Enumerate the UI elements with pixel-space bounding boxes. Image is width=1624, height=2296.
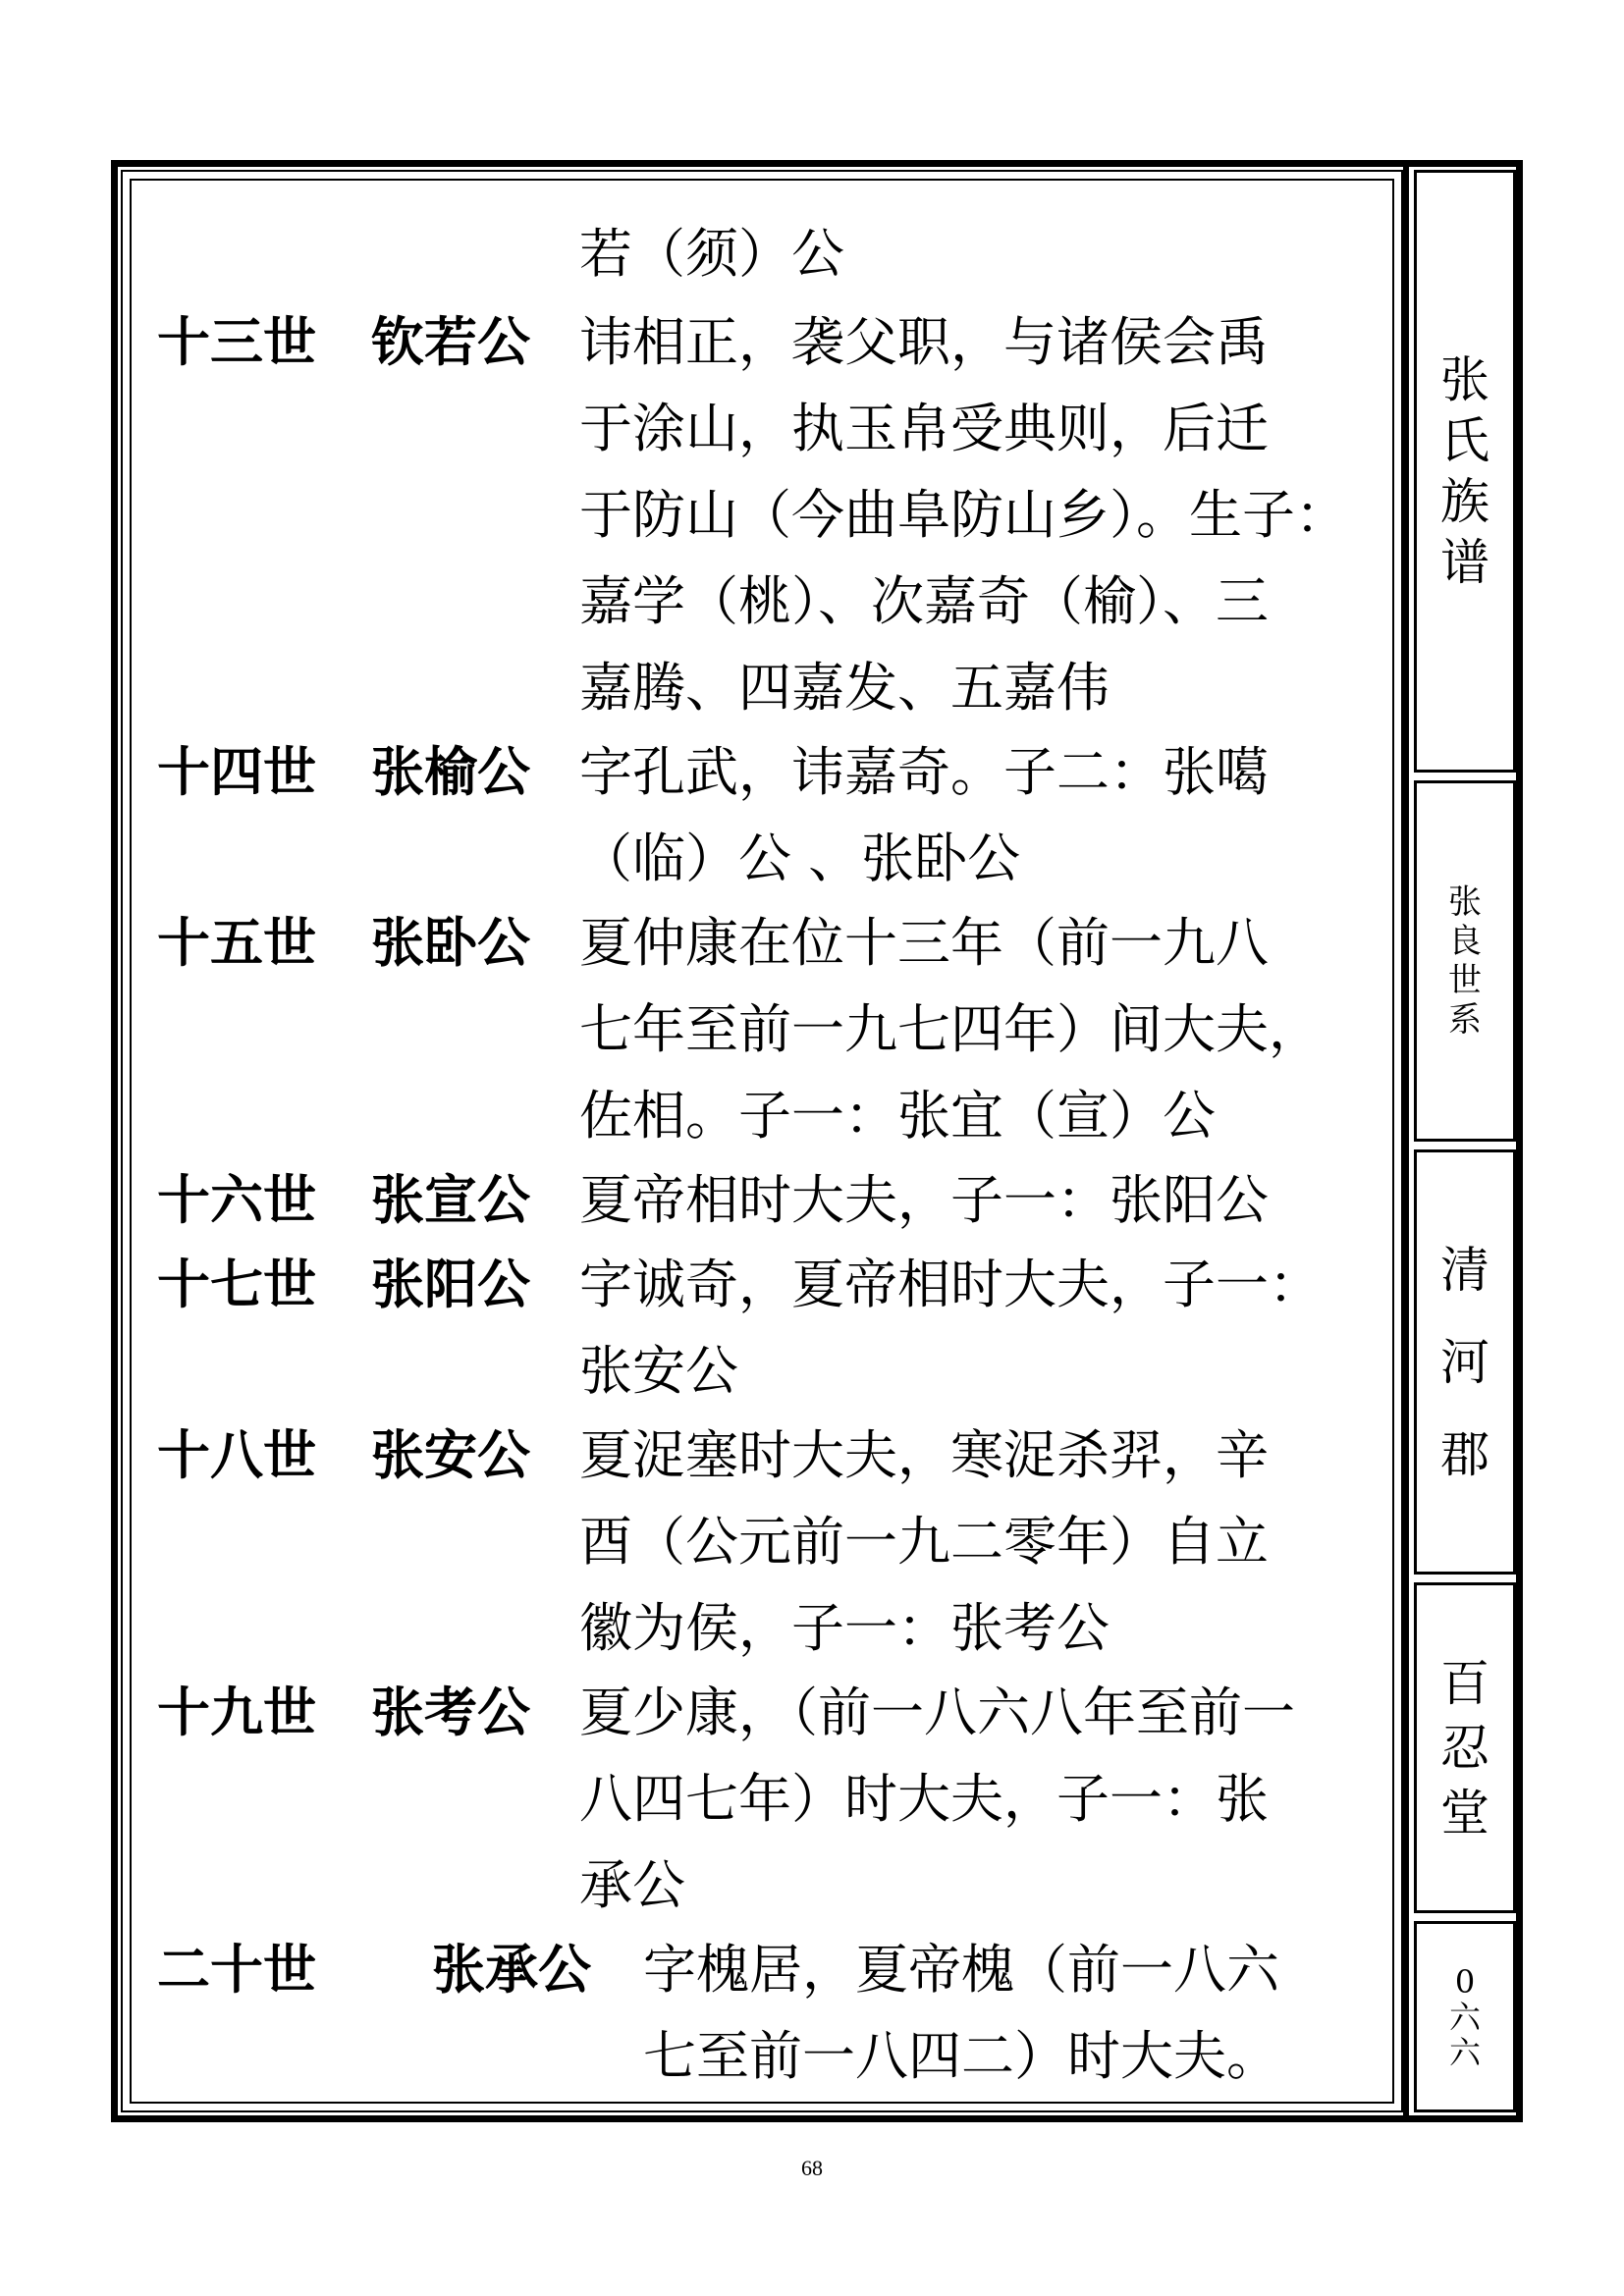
side-char: 六: [1448, 2033, 1481, 2071]
side-page-number-box: [1414, 1921, 1516, 2112]
entry-text-line: 于涂山，执玉帛受典则，后迁: [579, 398, 1269, 459]
ancestor-name: 钦若公: [371, 311, 530, 373]
entry-text-line: 张安公: [579, 1340, 738, 1402]
generation-label: 二十世: [157, 1939, 316, 2001]
side-char: 六: [1448, 1998, 1481, 2036]
side-char: 氏: [1440, 412, 1489, 469]
entry-text-line: 嘉腾、四嘉发、五嘉伟: [579, 657, 1110, 719]
entry-text-line: 嘉学（桃）、次嘉奇（榆）、三: [579, 570, 1269, 632]
column-separator: [1403, 160, 1409, 2122]
side-char: 张: [1448, 882, 1482, 922]
entry-text-line: 讳相正，袭父职，与诸侯会禹: [579, 311, 1269, 373]
side-lineage-box: [1414, 780, 1516, 1142]
ancestor-name: 张安公: [371, 1424, 530, 1486]
entry-text-line: 夏仲康在位十三年（前一九八: [579, 912, 1269, 974]
side-char: 世: [1448, 961, 1482, 1000]
generation-label: 十四世: [157, 741, 316, 803]
entry-text-line: 佐相。子一：张宜（宣）公: [579, 1085, 1216, 1147]
entry-text-line: 七年至前一九七四年）间大夫，: [579, 998, 1322, 1060]
side-prefecture-box: [1414, 1149, 1516, 1575]
side-char: 张: [1440, 351, 1489, 408]
ancestor-name: 张阳公: [371, 1254, 530, 1315]
entry-text-line: （临）公 、张卧公: [579, 828, 1021, 889]
side-char: 堂: [1440, 1784, 1489, 1842]
side-char: 忍: [1440, 1719, 1489, 1777]
entry-text-line: 徽为侯，子一：张考公: [579, 1597, 1110, 1659]
entry-text-line: 夏帝相时大夫，子一：张阳公: [579, 1169, 1269, 1231]
ancestor-name: 张宣公: [371, 1169, 530, 1231]
generation-label: 十六世: [157, 1169, 316, 1231]
entry-text-line: 字槐居，夏帝槐（前一八六: [643, 1939, 1279, 2001]
ancestor-name: 张卧公: [371, 912, 530, 974]
entry-text-line: 八四七年）时大夫，子一：张: [579, 1768, 1269, 1830]
side-char: 0: [1454, 1962, 1476, 2001]
side-char: 族: [1440, 473, 1489, 530]
page-number: 68: [801, 2156, 823, 2180]
entry-text-line: 夏浞塞时大夫，寒浞杀羿，辛: [579, 1424, 1269, 1486]
ancestor-name: 张考公: [371, 1682, 530, 1743]
generation-label: 十五世: [157, 912, 316, 974]
entry-text-line: 承公: [579, 1854, 685, 1916]
side-char: 百: [1440, 1654, 1489, 1712]
ancestor-name: 张承公: [432, 1939, 591, 2001]
entry-text-line: 于防山（今曲阜防山乡）。生子：: [579, 484, 1348, 546]
generation-label: 十八世: [157, 1424, 316, 1486]
entry-text-line: 字孔武，讳嘉奇。子二：张噶: [579, 741, 1269, 803]
side-char: 清: [1440, 1241, 1489, 1299]
generation-label: 十七世: [157, 1254, 316, 1315]
side-char: 系: [1448, 1000, 1482, 1040]
continuation-line: 若（须）公: [579, 223, 844, 285]
ancestor-name: 张榆公: [371, 741, 530, 803]
side-char: 良: [1448, 922, 1482, 961]
entry-text-line: 夏少康，（前一八六八年至前一: [579, 1682, 1295, 1743]
generation-label: 十三世: [157, 311, 316, 373]
entry-text-line: 字诚奇，夏帝相时大夫，子一：: [579, 1254, 1322, 1315]
entry-text-line: 七至前一八四二）时大夫。: [643, 2025, 1279, 2087]
side-hall-box: [1414, 1582, 1516, 1913]
entry-text-line: 酉（公元前一九二零年）自立: [579, 1511, 1269, 1573]
side-char: 河: [1440, 1333, 1489, 1391]
side-char: 郡: [1440, 1425, 1489, 1483]
generation-label: 十九世: [157, 1682, 316, 1743]
side-char: 谱: [1440, 534, 1489, 591]
side-title-box: [1414, 170, 1516, 773]
